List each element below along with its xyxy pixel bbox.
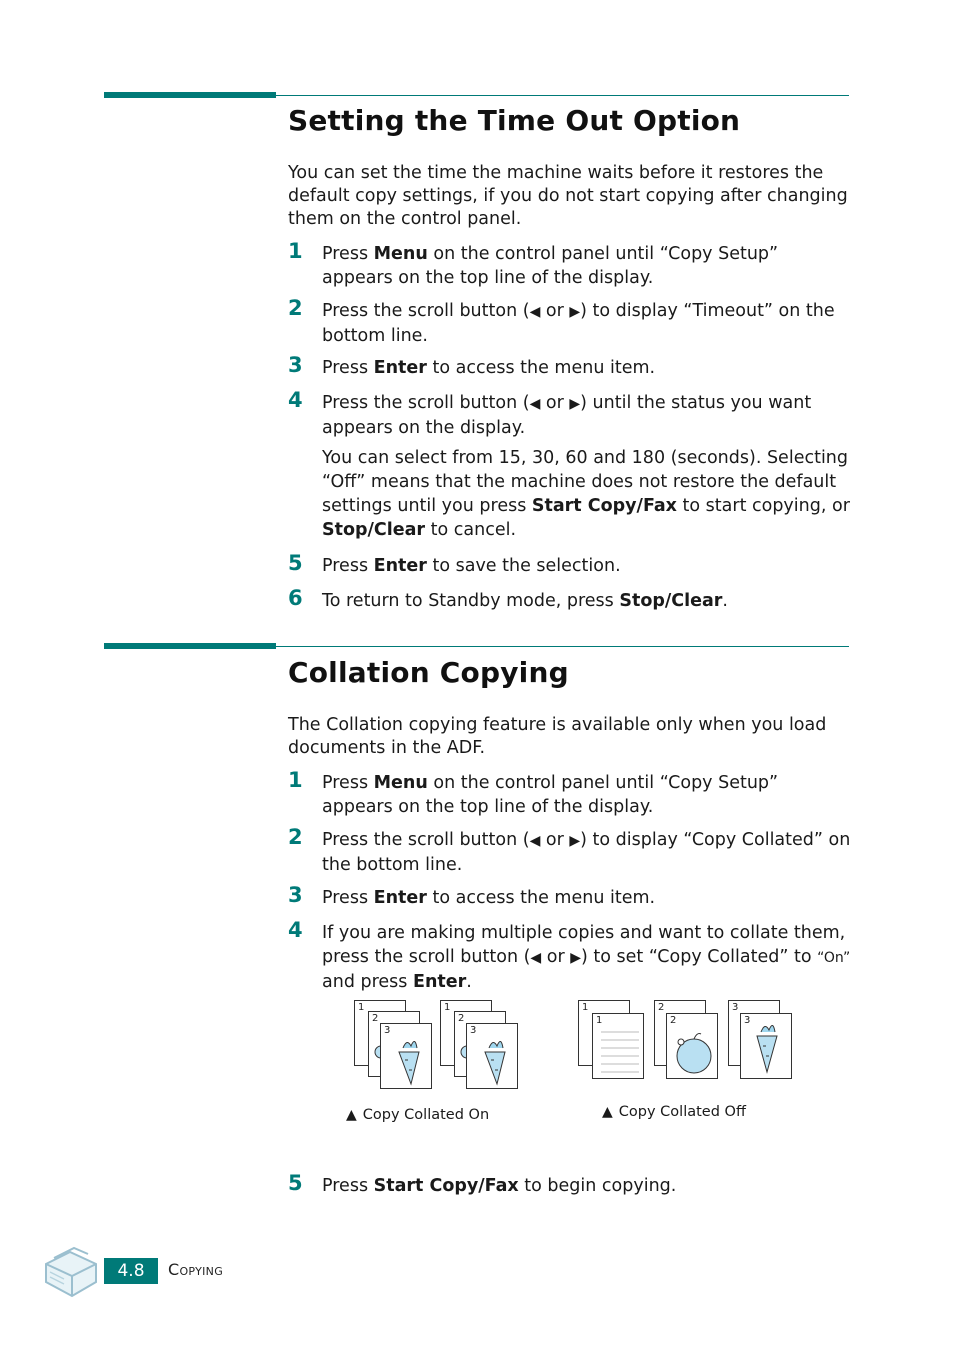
step-text: Press Enter to save the selection. (322, 556, 621, 576)
section-title: Collation Copying (288, 656, 569, 689)
step-number: 2 (288, 825, 303, 849)
page-sheet: 3 (740, 1013, 792, 1079)
triangle-up-icon: ▲ (346, 1107, 357, 1123)
step-number: 3 (288, 353, 303, 377)
step-number: 2 (288, 296, 303, 320)
carrot-icon (467, 1024, 519, 1090)
right-arrow-icon: ▶ (569, 304, 581, 320)
intro-paragraph: You can set the time the machine waits before it restores the default copy settings, if you do not start copying after changing them on the control panel. (288, 163, 848, 229)
page-sheet: 2 (368, 1011, 420, 1077)
step-text: Press Menu on the control panel until “Copy Setup” appears on the top line of the display. (322, 244, 779, 288)
text-lines-icon (593, 1014, 645, 1080)
left-arrow-icon: ◀ (529, 304, 541, 320)
step-text: Press the scroll button (◀ or ▶) to display “Copy Collated” on the bottom line. (322, 830, 851, 875)
section-title: Setting the Time Out Option (288, 104, 741, 137)
step-number: 4 (288, 918, 303, 942)
step-note: You can select from 15, 30, 60 and 180 (seconds). Selecting “Off” means that the machine does not restore the default settings until you press Start Copy/Fax to start copying, or Stop/Clear to cancel. (322, 448, 850, 540)
page-sheet: 3 (728, 1000, 780, 1066)
step-text: Press Enter to access the menu item. (322, 888, 656, 908)
page-sheet: 3 (466, 1023, 518, 1089)
step-text: Press the scroll button (◀ or ▶) until the status you want appears on the display. (322, 393, 812, 438)
page-sheet: 2 (654, 1000, 706, 1066)
step-text: If you are making multiple copies and want to collate them, press the scroll button (◀ or ▶) to set “Copy Collated” to “On” and press Enter. (322, 923, 851, 992)
right-arrow-icon: ▶ (570, 950, 582, 966)
page-number: 4.8 (104, 1258, 158, 1284)
step-number: 3 (288, 883, 303, 907)
right-arrow-icon: ▶ (569, 396, 581, 412)
step-text: Press the scroll button (◀ or ▶) to display “Timeout” on the bottom line. (322, 301, 835, 346)
collated-off-illustration (576, 1000, 806, 1100)
left-arrow-icon: ◀ (530, 950, 542, 966)
intro-paragraph: The Collation copying feature is available only when you load documents in the ADF. (288, 715, 827, 758)
step-text: Press Enter to access the menu item. (322, 358, 656, 378)
page-sheet: 2 (666, 1013, 718, 1079)
section-rule-thick (104, 643, 276, 649)
page-sheet: 1 (592, 1013, 644, 1079)
section-rule-thin (276, 646, 849, 647)
left-arrow-icon: ◀ (529, 833, 541, 849)
apple-icon (667, 1014, 719, 1080)
carrot-icon (741, 1014, 793, 1080)
step-text: Press Start Copy/Fax to begin copying. (322, 1176, 677, 1196)
page-sheet: 2 (454, 1011, 506, 1077)
page-sheet: 1 (578, 1000, 630, 1066)
collated-on-illustration (352, 1000, 532, 1100)
printer-icon (40, 1242, 100, 1302)
section-rule-thin (276, 95, 849, 96)
step-number: 5 (288, 551, 303, 575)
chapter-label: Copying (168, 1260, 224, 1279)
page-sheet: 1 (440, 1000, 492, 1066)
step-number: 1 (288, 239, 303, 263)
page-sheet: 1 (354, 1000, 406, 1066)
step-number: 4 (288, 388, 303, 412)
right-arrow-icon: ▶ (569, 833, 581, 849)
step-number: 1 (288, 768, 303, 792)
step-text: Press Menu on the control panel until “Copy Setup” appears on the top line of the display. (322, 773, 779, 817)
step-number: 5 (288, 1171, 303, 1195)
figure-caption: ▲ Copy Collated Off (602, 1104, 746, 1120)
left-arrow-icon: ◀ (529, 396, 541, 412)
step-text: To return to Standby mode, press Stop/Clear. (322, 591, 728, 611)
step-number: 6 (288, 586, 303, 610)
page-sheet: 3 (380, 1023, 432, 1089)
figure-caption: ▲ Copy Collated On (346, 1107, 490, 1123)
triangle-up-icon: ▲ (602, 1104, 613, 1120)
section-rule-thick (104, 92, 276, 98)
carrot-icon (381, 1024, 433, 1090)
